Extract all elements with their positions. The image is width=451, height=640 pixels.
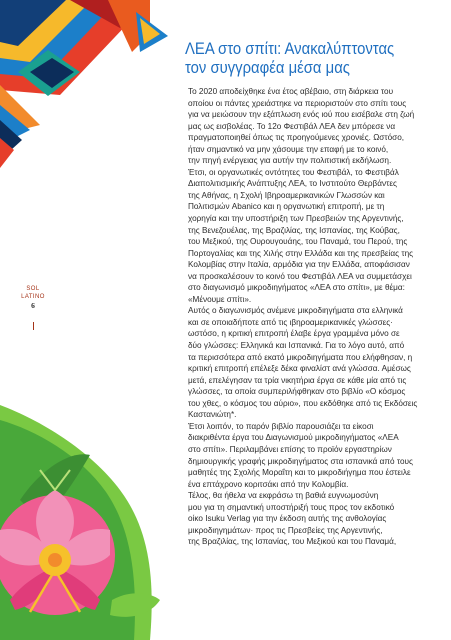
article-body-line-text: μετά, επελέγησαν τα τρία νικητήρια έργα σε κάθε μία από τις xyxy=(188,375,407,385)
article-body-line-text: Διαπολιτισμικής Ανάπτυξης ΛΕΑ, το Ινστιτούτο Θερβάντες xyxy=(188,179,397,189)
article-body-line xyxy=(188,259,438,271)
article-body-line-text: ωστόσο, η κριτική επιτροπή έλαβε έργα γραμμένα μόνο σε xyxy=(188,329,400,339)
article-body-line xyxy=(188,305,438,317)
article-body-line-text: Έτσι λοιπόν, το παρόν βιβλίο παρουσιάζει τα είκοσι xyxy=(188,421,374,431)
article-body-line xyxy=(188,271,438,283)
article-body-line xyxy=(188,467,438,479)
article-body-line xyxy=(188,421,438,433)
article-body-line xyxy=(188,98,438,110)
article-body-line xyxy=(188,375,438,387)
article-body-line-text: να προσκαλέσουν το κοινό του Φεστιβάλ ΛΕΑ να συμμετάσχει xyxy=(188,271,412,281)
article-body-line-text: «Μένουμε σπίτι». xyxy=(188,294,252,304)
article-body-line xyxy=(188,525,438,537)
section-label-line1: SOL xyxy=(26,286,40,292)
article-body-line xyxy=(188,386,438,398)
article-body-line-text: διακριθέντα έργα του Διαγωνισμού μικροδιηγήματος «ΛΕΑ xyxy=(188,433,399,443)
article-body-line xyxy=(188,490,438,502)
article-body-line xyxy=(188,456,438,468)
article-body-line-text: μας ως εισβολέας. Το 12ο Φεστιβάλ ΛΕΑ δεν μπόρεσε να xyxy=(188,121,396,131)
article-body-line-text: κριτική επιτροπή επέλεξε δέκα φιναλίστ ανά γλώσσα. Αμέσως xyxy=(188,364,411,374)
section-label-line2: LATINO xyxy=(21,294,45,300)
article-body-line xyxy=(188,294,438,306)
article-body-line xyxy=(188,121,438,133)
article-body-line-text: Πορτογαλίας και της Χιλής στην Ελλάδα και της πρεσβείας της xyxy=(188,248,414,258)
section-divider xyxy=(33,322,34,330)
article-body-line-text: οίκο Isuku Verlag για την έκδοση αυτής της ανθολογίας xyxy=(188,514,387,524)
article-body-line xyxy=(188,479,438,491)
article-body-line-text: Πολιτισμών Abanico και η οργανωτική επιτροπή, με τη xyxy=(188,202,385,212)
article-body-line-text: ένα επτάχρονο κοριτσάκι από την Κολομβία. xyxy=(188,479,349,489)
article-body-line-text: μου για τη σημαντική υποστήριξή τους προς τον εκδοτικό xyxy=(188,502,395,512)
article-body-line xyxy=(188,352,438,364)
article-body-line-text: Το 2020 αποδείχθηκε ένα έτος αβέβαιο, στη διάρκεια του xyxy=(188,87,394,96)
article-body-line-text: δημιουργικής γραφής μικροδιηγήματος στα ισπανικά από τους xyxy=(188,456,413,466)
article-body-line-text: της Βενεζουέλας, της Βραζιλίας, της Ισπανίας, της Κούβας, xyxy=(188,225,400,235)
article-body-line-text: γλώσσες, τα οποία συμπεριλήφθηκαν στο βιβλίο «Ο κόσμος xyxy=(188,387,406,397)
lotus-flower-illustration xyxy=(0,405,160,640)
article-body-line xyxy=(188,86,438,98)
article-body-line-text: δύο γλώσσες: Ελληνικά και Ισπανικά. Για το λόγο αυτό, από xyxy=(188,341,405,351)
article-body-line xyxy=(188,282,438,294)
article-body-line-text: Τέλος, θα ήθελα να εκφράσω τη βαθιά ευγνωμοσύνη xyxy=(188,491,379,501)
article-title xyxy=(185,40,410,78)
article-body-line-text: στο σπίτι». Περιλαμβάνει επίσης το προϊόν εργαστηρίων xyxy=(188,444,392,454)
article-title-line: τον συγγραφέα μέσα μας xyxy=(185,59,350,77)
article-body-line-text: τα περισσότερα από εκατό μικροδιηγήματα που ελήφθησαν, η xyxy=(188,352,413,362)
article-body-line xyxy=(188,513,438,525)
section-label xyxy=(18,285,48,311)
article-body-line xyxy=(188,409,438,421)
article-body-line-text: οποίου οι πάντες χρειάστηκε να περιοριστούν στο σπίτι τους xyxy=(188,98,407,108)
article-body-line xyxy=(188,190,438,202)
article-body-line xyxy=(188,225,438,237)
article-body-line xyxy=(188,144,438,156)
article-body-line xyxy=(188,248,438,260)
article-body-line-text: Έτσι, οι οργανωτικές οντότητες του Φεστιβάλ, το Φεστιβάλ xyxy=(188,167,399,177)
zigzag-pattern-top-left xyxy=(0,0,168,168)
article-body-line-text: του χθες, ο κόσμος του αύριο», που εκδόθηκε από τις Εκδόσεις xyxy=(188,398,418,408)
article-body-line-text: Αυτός ο διαγωνισμός ανέμενε μικροδιηγήματα στα ελληνικά xyxy=(188,306,403,316)
article-body-line xyxy=(188,109,438,121)
article-body-line-text: χορηγία και την υποστήριξη των Πρεσβειών της Αργεντινής, xyxy=(188,214,404,224)
article-body-line xyxy=(188,536,438,548)
article-body-line-text: στο διαγωνισμό μικροδιηγήματος «ΛΕΑ στο σπίτι», με θέμα: xyxy=(188,283,405,293)
article-body-line-text: την πηγή ενέργειας για αυτήν την πολιτιστική εκδήλωση. xyxy=(188,156,392,166)
article-body-line-text: και σε οποιαδήποτε από τις ιβηροαμερικανικές γλώσσες· xyxy=(188,317,393,327)
article-body-line xyxy=(188,167,438,179)
article-body-line-text: για να μειώσουν την εξάπλωση ενός ιού που εισέβαλε στη ζωή xyxy=(188,110,415,120)
article-body-line xyxy=(188,340,438,352)
article-body-line xyxy=(188,398,438,410)
article-body-line-text: Κολομβίας στην Ιταλία, αρμόδια για την Ελλάδα, αποφάσισαν xyxy=(188,260,410,270)
article-body-line xyxy=(188,132,438,144)
article-body-line-text: πραγματοποιηθεί όπως τις προηγούμενες χρονιές. Ωστόσο, xyxy=(188,133,405,143)
article-body-line xyxy=(188,236,438,248)
article-body-line-text: της Βραζιλίας, της Ισπανίας, του Μεξικού και του Παναμά, xyxy=(188,537,397,547)
article-body-line xyxy=(188,328,438,340)
article-body-line xyxy=(188,201,438,213)
article-body-line-text: μαθητές της Σχολής Μοραΐτη και το μικροδιήγημα που έστειλε xyxy=(188,468,411,478)
article-body-line-text: μικροδιηγημάτων· προς τις Πρεσβείες της Αργεντινής, xyxy=(188,525,383,535)
article-body-line-text: του Μεξικού, της Ουρουγουάης, του Παναμά, του Περού, της xyxy=(188,237,408,247)
article-body-line xyxy=(188,502,438,514)
article-title-line: ΛΕΑ στο σπίτι: Ανακαλύπτοντας xyxy=(185,40,395,58)
article-body-line-text: Καστανιώτη*. xyxy=(188,410,237,420)
article-body-line xyxy=(188,213,438,225)
article-body-line xyxy=(188,432,438,444)
article-body-line-text: της Αθήνας, η Σχολή Ιβηροαμερικανικών Γλωσσών και xyxy=(188,190,385,200)
article-body-line xyxy=(188,363,438,375)
article-body-line xyxy=(188,178,438,190)
article-body-line xyxy=(188,444,438,456)
article-body-line-text: ήταν σημαντικό να μην χάσουμε την επαφή με το κοινό, xyxy=(188,144,389,154)
article-body xyxy=(188,86,438,548)
article-body-line xyxy=(188,155,438,167)
page-number: 6 xyxy=(31,301,35,310)
article-body-line xyxy=(188,317,438,329)
